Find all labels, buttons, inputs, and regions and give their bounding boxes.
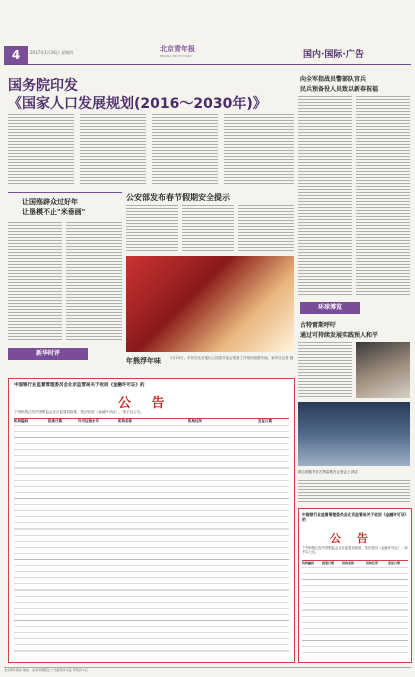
right-mid-body-1 [298,342,352,398]
lead-title: 《国家人口发展规划(2016～2030年)》 [8,96,267,112]
lead-body-col-3 [152,114,218,186]
notice-left-table-rows [14,425,289,657]
brand-sub: BEIJING YOUTH DAILY [160,54,192,58]
notice-left-title: 公 告 [118,396,173,411]
col-header: 批准日期 [48,419,62,423]
photo-caption-title: 年熊浮年味 [126,357,161,365]
col-header: 批准日期 [322,561,335,565]
right-mid-title-2: 通过可持续发展实践预人和平 [300,332,379,339]
notice-left-org: 中国银行业监督管理委员会北京监管局关于收回《金融许可证》的 [14,383,145,388]
left-story-title-1: 让国殇辟众过好年 [22,198,78,206]
lead-body-col-2 [80,114,146,186]
right-mid-body-2 [298,480,410,504]
notice-right-intro: 下列机构已经中国银监会北京监管局批准，依法收回《金融许可证》，现予以公告。 [302,546,408,554]
right-mid-title-1: 古特雷斯呼吁 [300,322,337,329]
col-header: 机构住所 [366,561,379,565]
new-year-photo [126,256,294,352]
guterres-photo [298,402,410,466]
right-top-title-1: 向全军指战员警部队官兵 [300,76,367,83]
global-column-label: 环球博览 [300,302,360,314]
right-top-body-col-1 [298,96,352,296]
notice-right-org: 中国银行业监督管理委员会北京监管局关于收回《金融许可证》的 [302,512,407,522]
center-story-body-3 [238,205,294,253]
center-story-title: 公安部发布春节假期安全提示 [126,193,230,202]
left-story-body-2 [66,222,122,342]
col-header: 发证日期 [258,419,272,423]
col-header: 机构编码 [14,419,28,423]
notice-right-table-header [302,560,408,567]
date-line: 2017年1月26日 星期四 [30,50,74,55]
notice-left-intro: 下列机构已经中国银监会北京监管局批准，依法收回《金融许可证》，现予以公告。 [14,410,144,414]
left-story-title-2: 让垦模不止"米垂画" [22,208,86,216]
left-story-body-1 [8,222,62,342]
brand-name: 北京青年报 [160,45,195,53]
col-header: 许可证流水号 [78,419,99,423]
notice-right-table-rows [302,567,408,657]
col-header: 机构名称 [342,561,355,565]
col-header: 发证日期 [388,561,401,565]
col-header: 机构住所 [188,419,202,423]
lead-kicker: 国务院印发 [8,78,78,94]
notice-left-table-header [14,418,289,425]
lead-body-col-1 [8,114,74,186]
photo-caption: 1月25日，市民在北京地坛公园春节庙会准备工作现场拍摄年画。新华社记者 摄 [170,356,294,360]
center-story-body-2 [182,205,234,253]
xinhua-column-label: 新华时评 [8,348,88,360]
col-header: 机构编码 [302,561,315,565]
notice-right-title: 公 告 [330,532,374,545]
right-top-title-2: 民兵预备役人员致以新春祝福 [300,86,379,93]
right-mid-caption: 联合国秘书长古特雷斯在记者会上讲话 [298,470,358,474]
guterres-photo-small [356,342,410,398]
right-top-body-col-2 [356,96,410,296]
section-title: 国内·国际·广告 [303,50,364,60]
page-number: 4 [4,46,28,64]
lead-body-col-4 [224,114,294,186]
center-story-body-1 [126,205,178,253]
col-header: 机构名称 [118,419,132,423]
page-footer: 北京青年报社 地址：北京市朝阳区 广告经营许可证 零售价 1元 [4,667,411,675]
